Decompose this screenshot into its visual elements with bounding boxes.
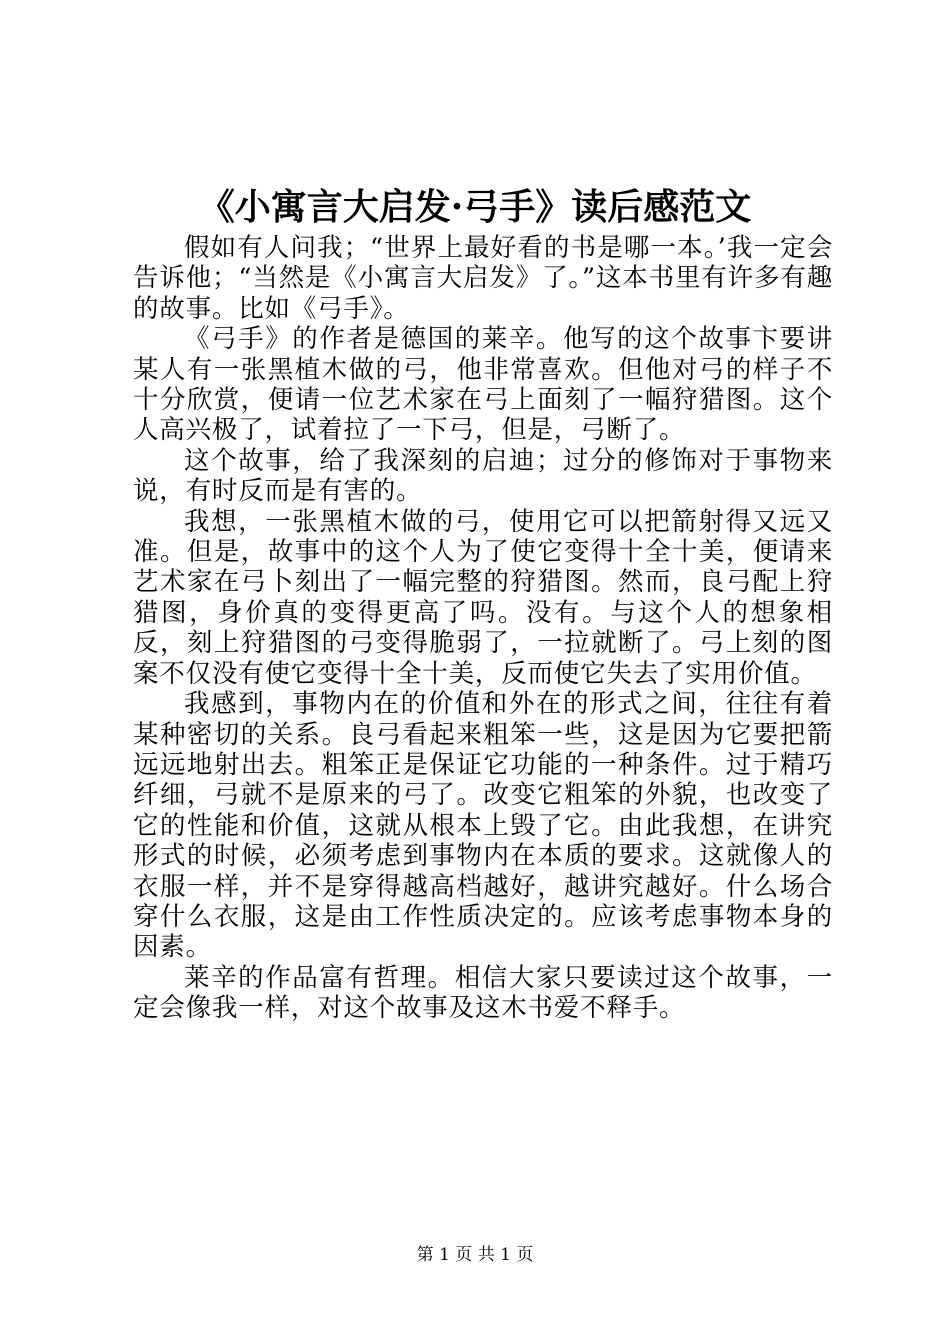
paragraph-4: 我想，一张黑植木做的弓，使用它可以把箭射得又远又准。但是，故事中的这个人为了使它变得十全十美，便请来艺术家在弓卜刻出了一幅完整的狩猎图。然而，良弓配上狩猎图，身价真的变得更高了吗。没有。与这个人的想象相反，刻上狩猎图的弓变得脆弱了，一拉就断了。弓上刻的图案不仅没有使它变得十全十美，反而使它失去了实用价值。 <box>133 506 833 689</box>
paragraph-5: 我感到，事物内在的价值和外在的形式之间，往往有着某种密切的关系。良弓看起来粗笨一些，这是因为它要把箭远远地射出去。粗笨正是保证它功能的一种条件。过于精巧纤细，弓就不是原来的弓了。改变它粗笨的外貌，也改变了它的性能和价值，这就从根本上毁了它。由此我想，在讲究形式的时候，必须考虑到事物内在本质的要求。这就像人的衣服一样，并不是穿得越高档越好，越讲究越好。什么场合穿什么衣服，这是由工作性质决定的。应该考虑事物本身的因素。 <box>133 689 833 963</box>
paragraph-6: 莱辛的作品富有哲理。相信大家只要读过这个故事，一定会像我一样，对这个故事及这木书爱不释手。 <box>133 962 833 1024</box>
paragraph-2: 《弓手》的作者是德国的莱辛。他写的这个故事卞要讲某人有一张黑植木做的弓，他非常喜欢。但他对弓的样子不十分欣赏，便请一位艺术家在弓上面刻了一幅狩猎图。这个人高兴极了，试着拉了一下弓，但是，弓断了。 <box>133 324 833 446</box>
paragraph-1: 假如有人问我；“世界上最好看的书是哪一本。’我一定会告诉他；“当然是《小寓言大启发》了。”这本书里有许多有趣的故事。比如《弓手》。 <box>133 233 833 324</box>
paragraph-3: 这个故事，给了我深刻的启迪；过分的修饰对于事物来说，有时反而是有害的。 <box>133 445 833 507</box>
document-title: 《小寓言大启发·弓手》读后感范文 <box>198 186 752 228</box>
page-footer: 第 1 页 共 1 页 <box>416 1245 534 1265</box>
document-body <box>133 233 833 1024</box>
